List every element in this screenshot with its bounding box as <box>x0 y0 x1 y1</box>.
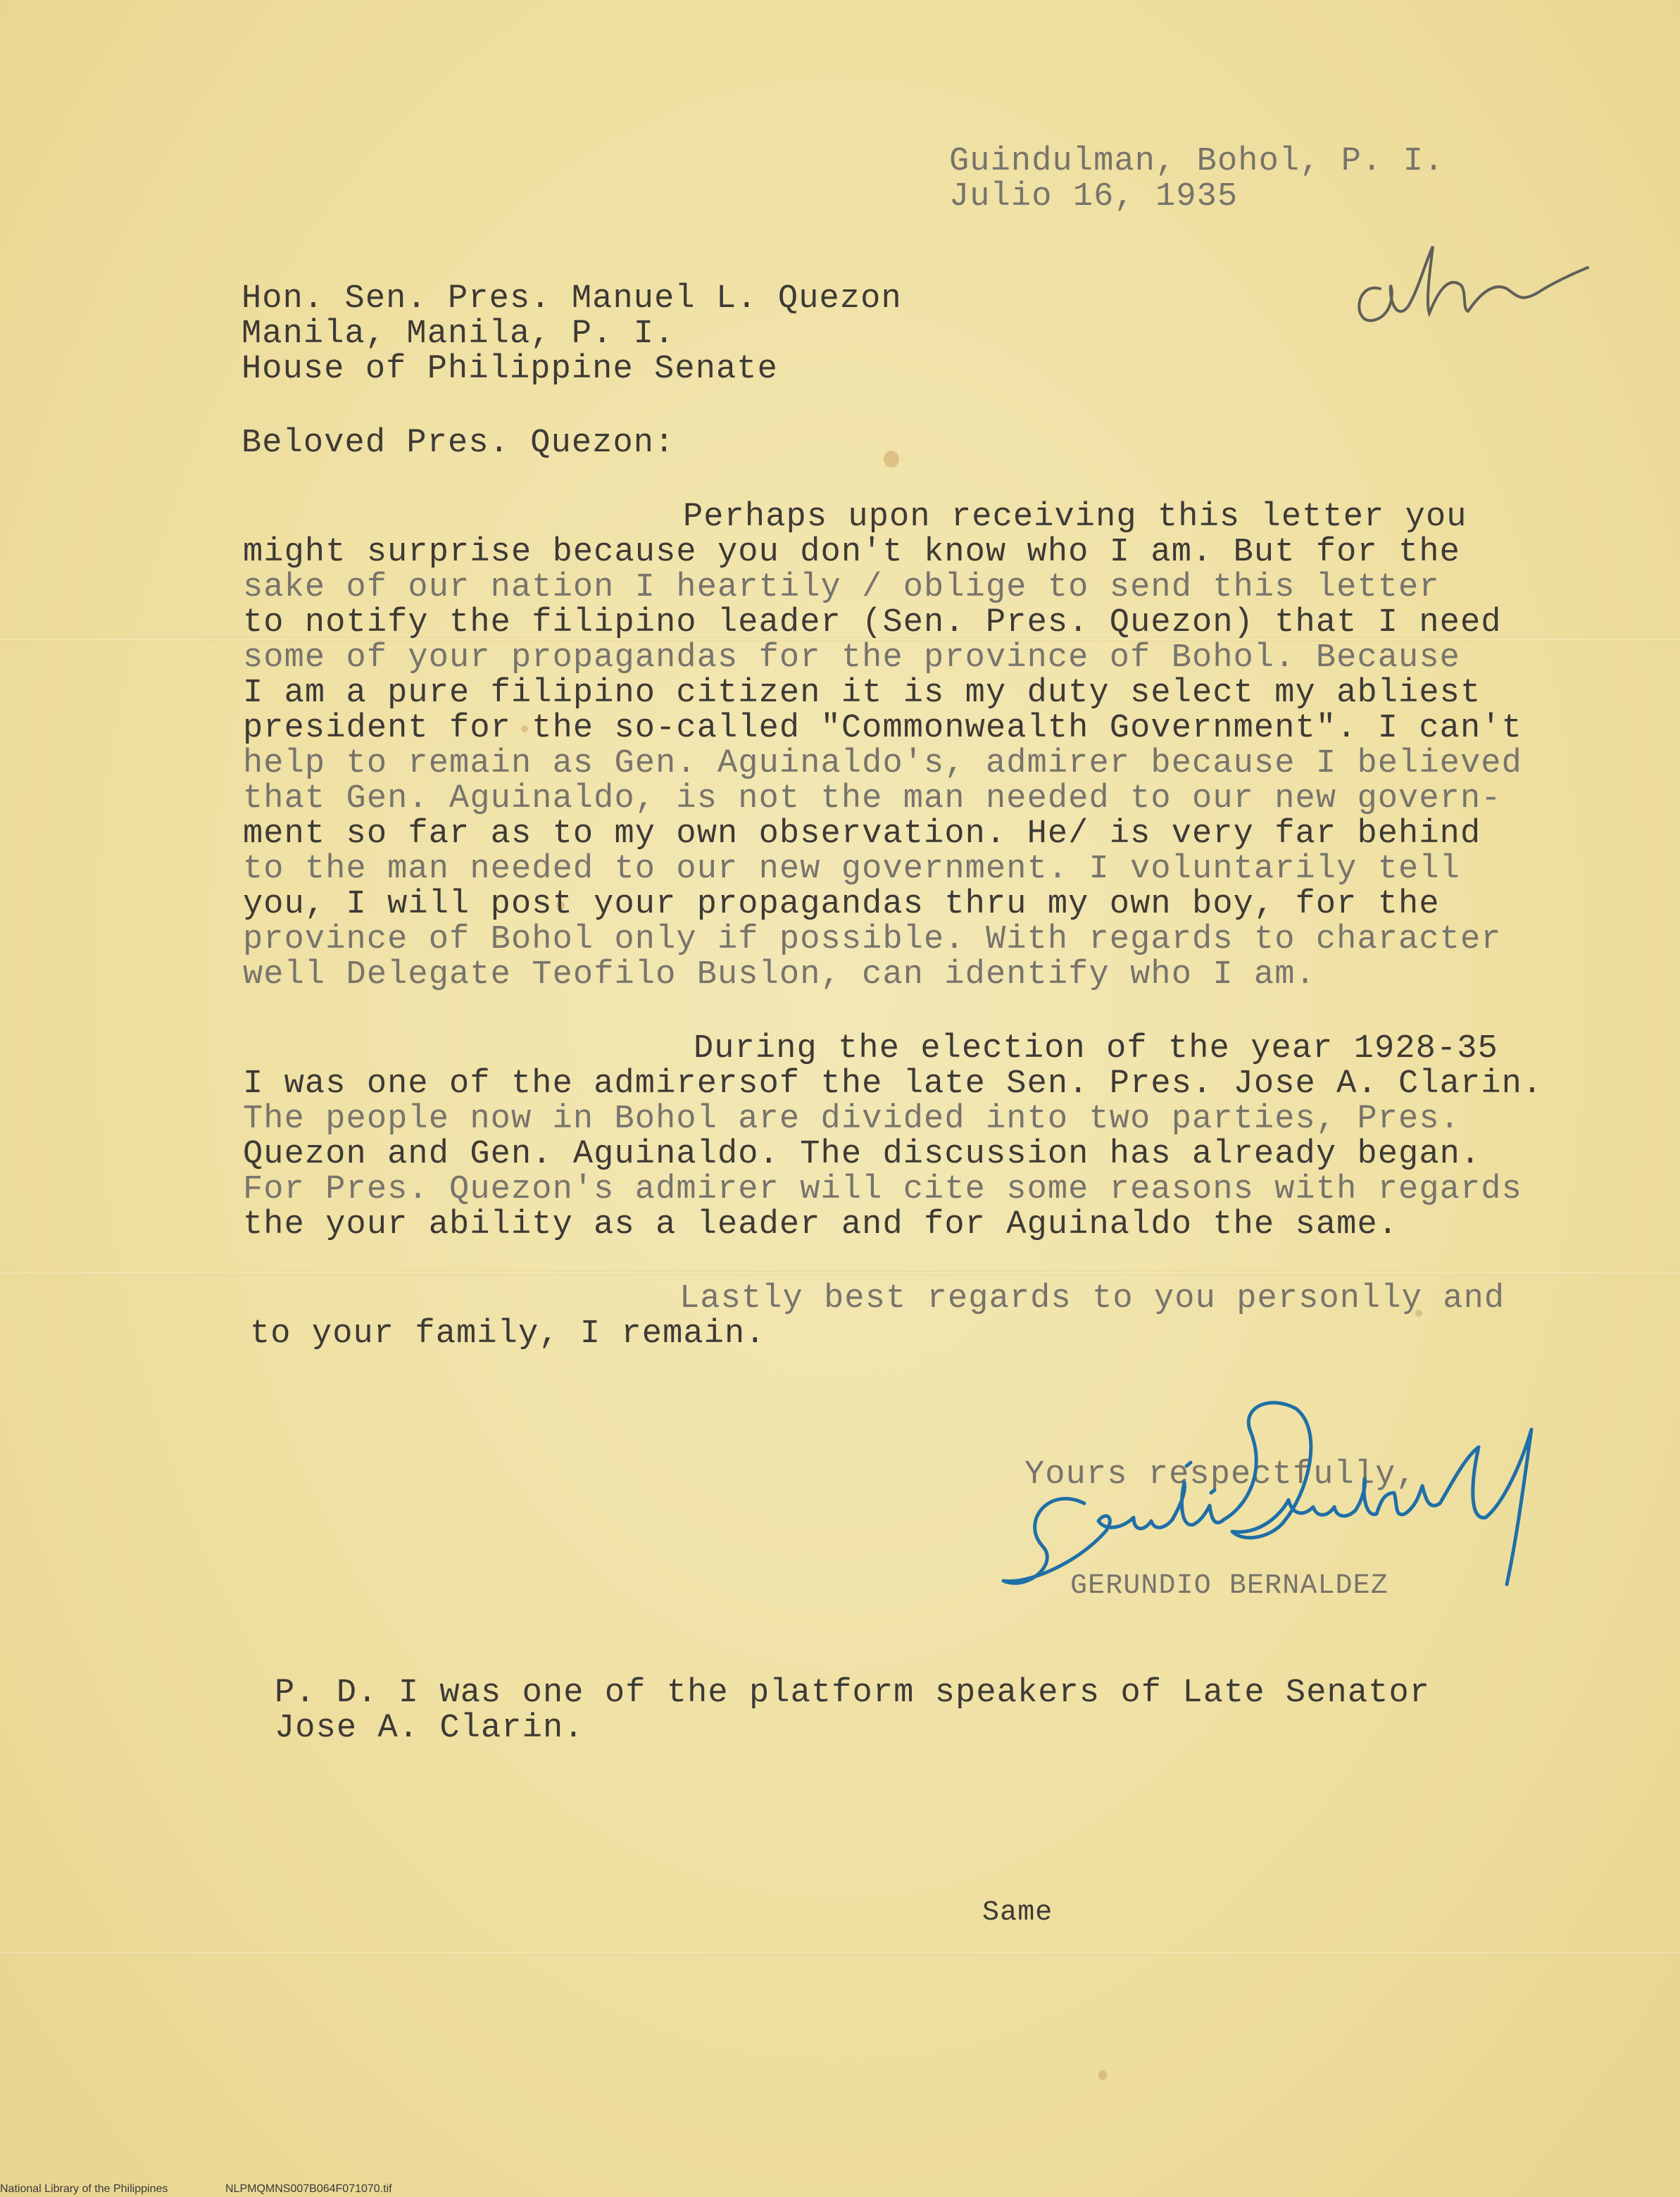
archive-library: National Library of the Philippines <box>0 2183 168 2195</box>
recipient-city: Manila, Manila, P. I. <box>242 315 675 353</box>
paper-fold-line <box>0 1271 1680 1275</box>
paragraph-line: During the election of the year 1928-35 <box>694 1030 1498 1068</box>
footer-note: Same <box>982 1897 1053 1929</box>
dateline-place: Guindulman, Bohol, P. I. <box>949 143 1445 180</box>
paragraph-line: province of Bohol only if possible. With regards to character <box>243 921 1502 958</box>
postscript-line: Jose A. Clarin. <box>275 1710 584 1747</box>
salutation: Beloved Pres. Quezon: <box>242 425 675 462</box>
paragraph-line: ment so far as to my own observation. He/ is very far behind <box>243 815 1481 853</box>
paragraph-line: to your family, I remain. <box>250 1315 766 1353</box>
recipient-name: Hon. Sen. Pres. Manuel L. Quezon <box>242 280 902 318</box>
paragraph-line: Lastly best regards to you personlly and <box>679 1280 1505 1317</box>
paragraph-line: that Gen. Aguinaldo, is not the man needed to our new govern- <box>243 780 1502 818</box>
paragraph-line: president for the so-called "Commonwealth Government". I can't <box>243 710 1522 747</box>
paper-stain <box>1098 2070 1107 2080</box>
paragraph-line: well Delegate Teofilo Buslon, can identify who I am. <box>243 956 1316 994</box>
paper-stain <box>884 451 899 468</box>
paragraph-line: I was one of the admirersof the late Sen. Pres. Jose A. Clarin. <box>243 1065 1543 1103</box>
recipient-office: House of Philippine Senate <box>242 351 778 388</box>
paragraph-line: The people now in Bohol are divided into two parties, Pres. <box>243 1101 1460 1138</box>
paragraph-line: some of your propagandas for the province of Bohol. Because <box>243 639 1460 677</box>
pencil-notation <box>1341 232 1595 338</box>
archive-file-id: NLPMQMNS007B064F071070.tif <box>225 2183 392 2195</box>
paragraph-line: the your ability as a leader and for Aguinaldo the same. <box>243 1206 1399 1244</box>
dateline-date: Julio 16, 1935 <box>949 178 1239 215</box>
paragraph-line: might surprise because you don't know who I am. But for the <box>243 534 1460 571</box>
paper-fold-line <box>0 1951 1680 1955</box>
typed-name: GERUNDIO BERNALDEZ <box>1070 1570 1388 1602</box>
handwritten-signature <box>1000 1380 1549 1620</box>
paragraph-line: help to remain as Gen. Aguinaldo's, admirer because I believed <box>243 745 1522 782</box>
paragraph-line: I am a pure filipino citizen it is my duty select my abliest <box>243 675 1481 712</box>
paragraph-line: to notify the filipino leader (Sen. Pres. Quezon) that I need <box>243 604 1502 641</box>
paragraph-line: Quezon and Gen. Aguinaldo. The discussion has already began. <box>243 1136 1481 1173</box>
postscript-line: P. D. I was one of the platform speakers of Late Senator <box>275 1675 1431 1712</box>
paragraph-line: Perhaps upon receiving this letter you <box>683 499 1467 536</box>
paragraph-line: to the man needed to our new government. I voluntarily tell <box>243 851 1460 888</box>
closing: Yours respectfully, <box>1024 1456 1417 1494</box>
paragraph-line: For Pres. Quezon's admirer will cite some reasons with regards <box>243 1171 1522 1208</box>
paragraph-line: sake of our nation I heartily / oblige to send this letter <box>243 569 1440 606</box>
paragraph-line: you, I will post your propagandas thru my own boy, for the <box>243 886 1440 923</box>
